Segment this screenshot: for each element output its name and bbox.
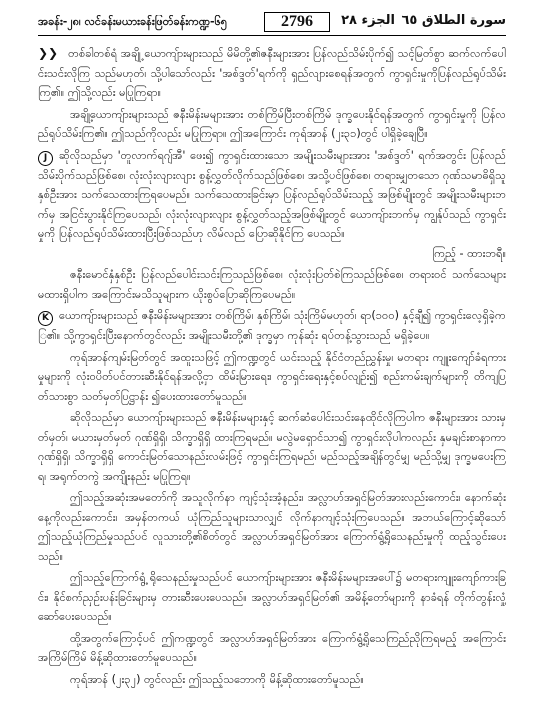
paragraph (38, 488, 506, 566)
paragraph (38, 348, 506, 407)
body-text (38, 44, 506, 704)
paragraph (38, 105, 506, 144)
paragraph-text: ကုရ်အာန်ကျမ်းမြတ်တွင် အထူးသဖြင့် ဤကဏ္ဍတွင် ယင်းသည့် နိုင်ငံတည်ညွှန်းမှု၊ မတရား ကျူးကျော်ခံရကားမှုများကို လုံးဝပိတ်ပင်တားဆီးနိုင်ရန်အလို့ငှာ ထိမ်းမြားရေး၊ ကွာရှင်းရေးနှင့်စပ်လျဉ်း၍ စည်းကမ်းချက်များကို တိကျပြတ်သားစွာ သတ်မှတ်ပြဋ္ဌာန်း ၍ပေးထားတော်မူသည်။ (38, 350, 506, 403)
footnote-circle-marker: J (38, 151, 53, 166)
paragraph-text: ထို့အတွက်ကြောင့်ပင် ဤကဏ္ဍတွင် အလ္လာဟ်အရှင်မြတ်အား ကြောက်ရွံ့ရိုသေကြည်ညိုကြရမည့် အကြောင်း အကြိမ်ကြိမ် မိန့်ဆိုထားတော်မူပေသည်။ (38, 631, 506, 664)
paragraph-text: ဤသည့်အဆုံးအမတော်ကို အသူလိုက်နာ ကျင့်သုံးအံ့နည်း၊ အလ္လာဟ်အရှင်မြတ်အားလည်းကောင်း၊ နောက်ဆုံးနေ့ကိုလည်းကောင်း၊ အမှန်တကယ် ယုံကြည်သူများသာလျှင် လိုက်နာကျင့်သုံးကြပေသည်။ အဘယ်ကြောင့်ဆိုသော် ဤသည့်ယုံကြည်မှုသည်ပင် လူသားတို့၏စိတ်တွင် အလ္လာဟ်အရှင်မြတ်အား ကြောက်ရွံ့ရိုသေနည်းမှုကို ထည့်သွင်းပေးသည်။ (38, 491, 506, 563)
paragraph (38, 670, 506, 690)
paragraph (38, 265, 506, 304)
juz-label: الجزء ۲۸ (341, 13, 395, 28)
chapter-heading: အခန်း-၂၈၊ လင်ခန်းမယားခန်းဖြတ်ခန်းကဏ္ဍ-၆၅ (38, 15, 227, 28)
paragraph-text: ဇနီးမောင်နှံနှစ်ဦး ပြန်လည်ပေါင်းသင်းကြသည်ဖြစ်စေ၊ လုံးလုံးပြတ်စဲကြသည်ဖြစ်စေ၊ တရားဝင် သက်သေများ မထားရှိပါက အကြောင်းမသိသူများက ယိုးစွပ်ပြောဆိုကြပေမည်။ (38, 268, 506, 301)
paragraph (38, 568, 506, 627)
paragraph-text: တစ်ခါတစ်ရံ အချို့ ယောကျ်ားများသည် မိမိတို့၏ဇနီးများအား ပြန်လည်သိမ်းပိုက်၍ သင့်မြတ်စွာ ဆက်လက်ပေါင်းသင်းလိုကြ သည်မဟုတ်၊ သို့ပါသော်လည်း 'အစ်ဒ္ဒတ်'ရက်ကို ရှည်လျားစေရန်အတွက် ကွာရှင်းမှုကိုပြန်လည်ရုပ်သိမ်းကြ၏။ ဤသို့လည်း မပြုကြရာ။ (38, 47, 506, 99)
paragraph-text: ကုရ်အာန် (၂း၃၂) တွင်လည်း ဤသည့်သဘောကို မိန့်ဆိုထားတော်မူသည်။ (70, 672, 364, 686)
paragraph-text: ဆိုလိုသည်မှာ ယောကျ်ားများသည် ဇနီးမိန်းမများနှင့် ဆက်ဆံပေါင်းသင်းနေထိုင်လိုကြပါက ဇနီးများအား သားမှတ်မှတ်၊ မယားမှတ်မှတ် ဂုဏ်ရှိရှိ၊ သိက္ခာရှိရှိ ထားကြရမည်။ မလွဲမရှောင်သာ၍ ကွာရှင်းလိုပါကလည်း နှမချင်းစာနာကာ ဂုဏ်ရှိရှိ၊ သိက္ခာရှိရှိ ကောင်းမြတ်သောနည်းလမ်းဖြင့် ကွာရှင်းကြရမည်၊ မည်သည့်အချိန်တွင်မျှ မည်သို့မျှ ဒုက္ခမပေးကြရ၊ အရုက်တကွဲ အကျိုးနည်း မပြုကြရ။ (38, 411, 506, 483)
paragraph-text: ဤသည့်ကြောက်ရွံ့ ရိုသေနည်းမှုသည်ပင် ယောကျ်ားများအား ဇနီးမိန်းမများအပေါ်၌ မတရားကျူးကျော်ကားခြင်း၊ နိုင်စက်ညှဉ်းပန်းခြင်းများမှ တားဆီးပေးပေသည်။ အလ္လာဟ်အရှင်မြတ်၏ အမိန့်တော်များကို နာခံရန် တိုက်တွန်းလှုံ့ဆော်ပေးပေသည်။ (38, 571, 506, 623)
page-header (38, 12, 506, 34)
double-chevron-icon: ❯❯ (38, 46, 59, 60)
footnote-circle-marker: K (38, 311, 53, 326)
paragraph-text: ဆိုလိုသည်မှာ 'တူလာက်ရဂျ်အီ' ဖေး၍ ကွာရှင်းထားသော အမျိုးသမီးများအား 'အစ်ဒ္ဒတ်' ရက်အတွင်း ပြန်လည်သိမ်းပိုက်သည်ဖြစ်စေ၊ လုံးလုံးလျားလျား စွန့်လွှတ်လိုက်သည်ဖြစ်စေ၊ အသို့ပင်ဖြစ်စေ၊ တရားမျှတသော ဂုဏ်သမာဓိရှိသူနှစ်ဦးအား သက်သေထားကြရပေမည်။ သက်သေထားခြင်းမှာ ပြန်လည်ရုပ်သိမ်းသည့် အဖြစ်မျိုးတွင် အမျိုးသမီးများဘက်မှ အငြင်းပွားနိုင်ကြပေသည်၊ လုံးလုံးလျားလျား စွန့်လွှတ်သည့်အဖြစ်မျိုးတွင် ယောကျ်ားဘက်မှ ကျွန်ုပ်သည် ကွာရှင်းမှုကို ပြန်လည်ရုပ်သိမ်းထားပြီးဖြစ်သည်ဟု လိမ်လည် ပြောဆိုနိုင်ကြ ပေသည်။ (38, 148, 506, 240)
paragraph-text: အချို့ယောကျ်ားများသည် ဇနီးမိန်းမများအား တစ်ကြိမ်ပြီးတစ်ကြိမ် ဒုက္ခပေးနိုင်ရန်အတွက် ကွာရှင်းမှုကို ပြန်လည်ရုပ်သိမ်းကြ၏။ ဤသည်ကိုလည်း မပြုကြရာ။ ဤအကြောင်း ကုရ်အာန် (၂း၃၁)တွင် ပါရှိခဲ့ချေပြီ။ (38, 107, 506, 140)
paragraph (38, 44, 506, 103)
header-divider (38, 35, 506, 36)
source-reference: ကြည့် - ထားဘရီ။ (432, 246, 506, 260)
page-number-box: 2796 (264, 12, 330, 32)
paragraph (38, 629, 506, 668)
surah-label: سورة الطلاق ٦٥ (401, 13, 506, 28)
paragraph (38, 408, 506, 486)
paragraph (38, 146, 506, 264)
paragraph (38, 306, 506, 346)
paragraph-text: ယောကျ်ားများသည် ဇနီးမိန်းမများအား တစ်ကြိမ်၊ နှစ်ကြိမ်၊ သုံးကြိမ်မဟုတ်၊ ရာ(၁၀၀) နှင့်ချီ၍ ကွာရှင်းလေ့ရှိခဲ့ကြ၏။ သို့ကွာရှင်းပြီးနောက်တွင်လည်း အမျိုးသမီးတို့၏ ဒုက္ခမှာ ကုန်ဆုံး ရပ်တန့်သွားသည် မရှိခဲ့ပေ။ (38, 309, 506, 342)
